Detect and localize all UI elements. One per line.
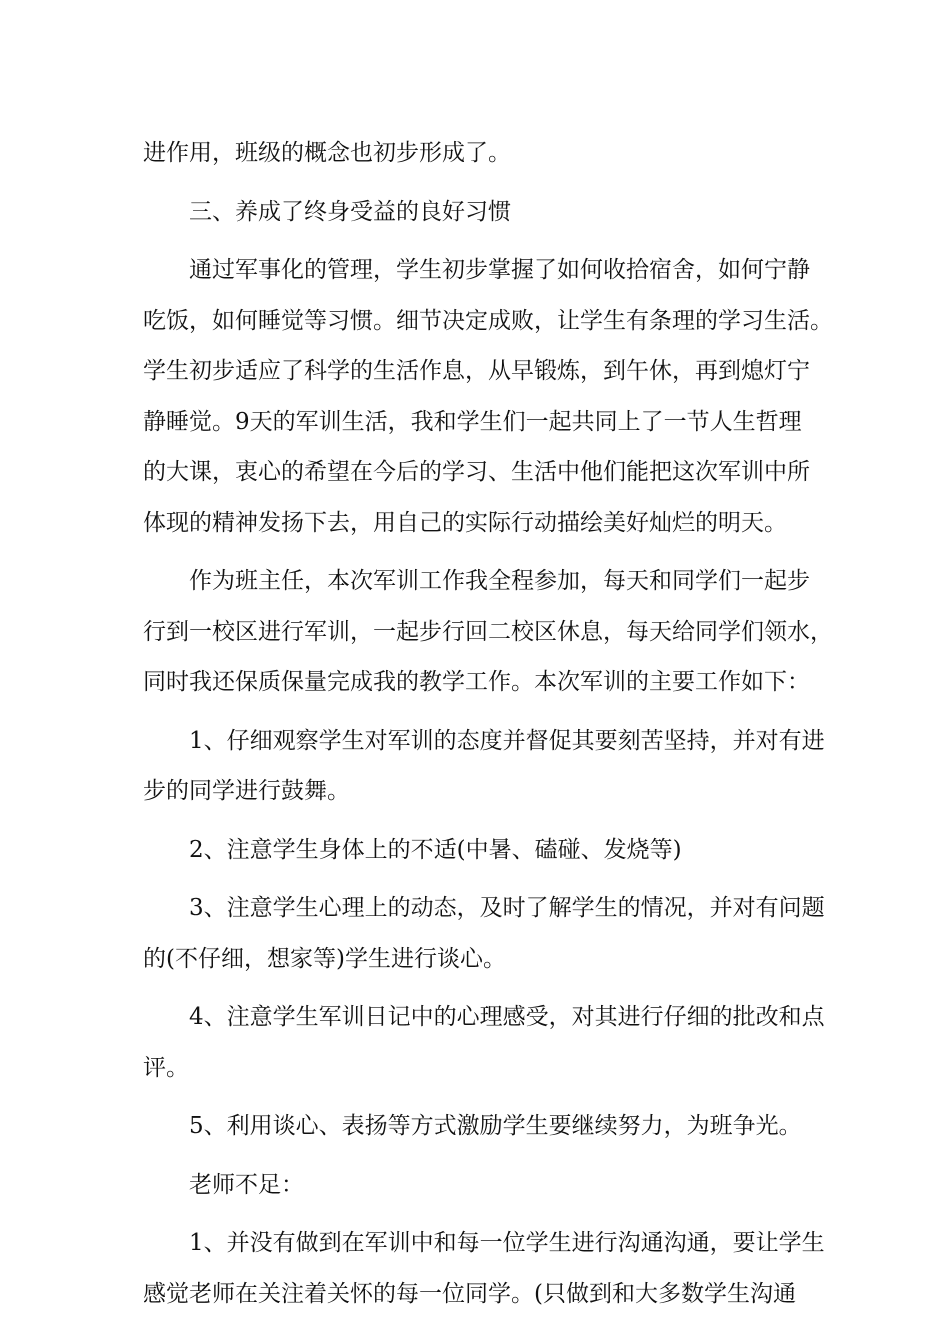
text-line: 的(不仔细，想家等)学生进行谈心。 xyxy=(143,945,506,972)
paragraph-gap xyxy=(143,1210,813,1218)
text-line: 通过军事化的管理，学生初步掌握了如何收拾宿舍，如何宁静 xyxy=(189,257,810,283)
text-line: 静睡觉。9天的军训生活，我和学生们一起共同上了一节人生哲理 xyxy=(143,408,802,435)
text-line: 2、注意学生身体上的不适(中暑、磕碰、发烧等) xyxy=(189,836,682,863)
paragraph-gap xyxy=(143,984,813,992)
text-line: 步的同学进行鼓舞。 xyxy=(143,778,350,804)
text-line: 的大课，衷心的希望在今后的学习、生活中他们能把这次军训中所 xyxy=(143,459,810,485)
text-line: 4、注意学生军训日记中的心理感受，对其进行仔细的批改和点 xyxy=(189,1004,825,1030)
paragraph-gap xyxy=(143,1152,813,1160)
text-line: 老师不足： xyxy=(189,1171,304,1198)
text-line: 1、仔细观察学生对军训的态度并督促其要刻苦坚持，并对有进 xyxy=(189,727,825,754)
text-line: 3、注意学生心理上的动态，及时了解学生的情况，并对有问题 xyxy=(189,895,825,921)
text-line: 感觉老师在关注着关怀的每一位同学。(只做到和大多数学生沟通 xyxy=(143,1280,796,1307)
text-line: 同时我还保质保量完成我的教学工作。本次军训的主要工作如下： xyxy=(143,669,810,695)
document-body xyxy=(143,128,833,1319)
text-line: 1、并没有做到在军训中和每一位学生进行沟通沟通，要让学生 xyxy=(189,1230,825,1256)
text-line: 评。 xyxy=(143,1054,189,1081)
paragraph-gap xyxy=(143,548,813,556)
paragraph-gap xyxy=(143,237,813,245)
text-line: 行到一校区进行军训，一起步行回二校区休息，每天给同学们领水， xyxy=(143,618,833,645)
text-line: 5、利用谈心、表扬等方式激励学生要继续努力，为班争光。 xyxy=(189,1113,802,1139)
text-line: 进作用，班级的概念也初步形成了。 xyxy=(143,140,511,166)
paragraph-gap xyxy=(143,875,813,883)
paragraph-gap xyxy=(143,179,813,187)
paragraph-gap xyxy=(143,708,813,716)
paragraph-gap xyxy=(143,817,813,825)
paragraph-gap xyxy=(143,1093,813,1101)
text-line: 作为班主任，本次军训工作我全程参加，每天和同学们一起步 xyxy=(189,568,810,594)
text-line: 体现的精神发扬下去，用自己的实际行动描绘美好灿烂的明天。 xyxy=(143,509,787,536)
text-line: 吃饭，如何睡觉等习惯。细节决定成败，让学生有条理的学习生活。 xyxy=(143,307,833,334)
text-line: 三、养成了终身受益的良好习惯 xyxy=(189,198,511,225)
text-line: 学生初步适应了科学的生活作息，从早锻炼，到午休，再到熄灯宁 xyxy=(143,358,810,384)
